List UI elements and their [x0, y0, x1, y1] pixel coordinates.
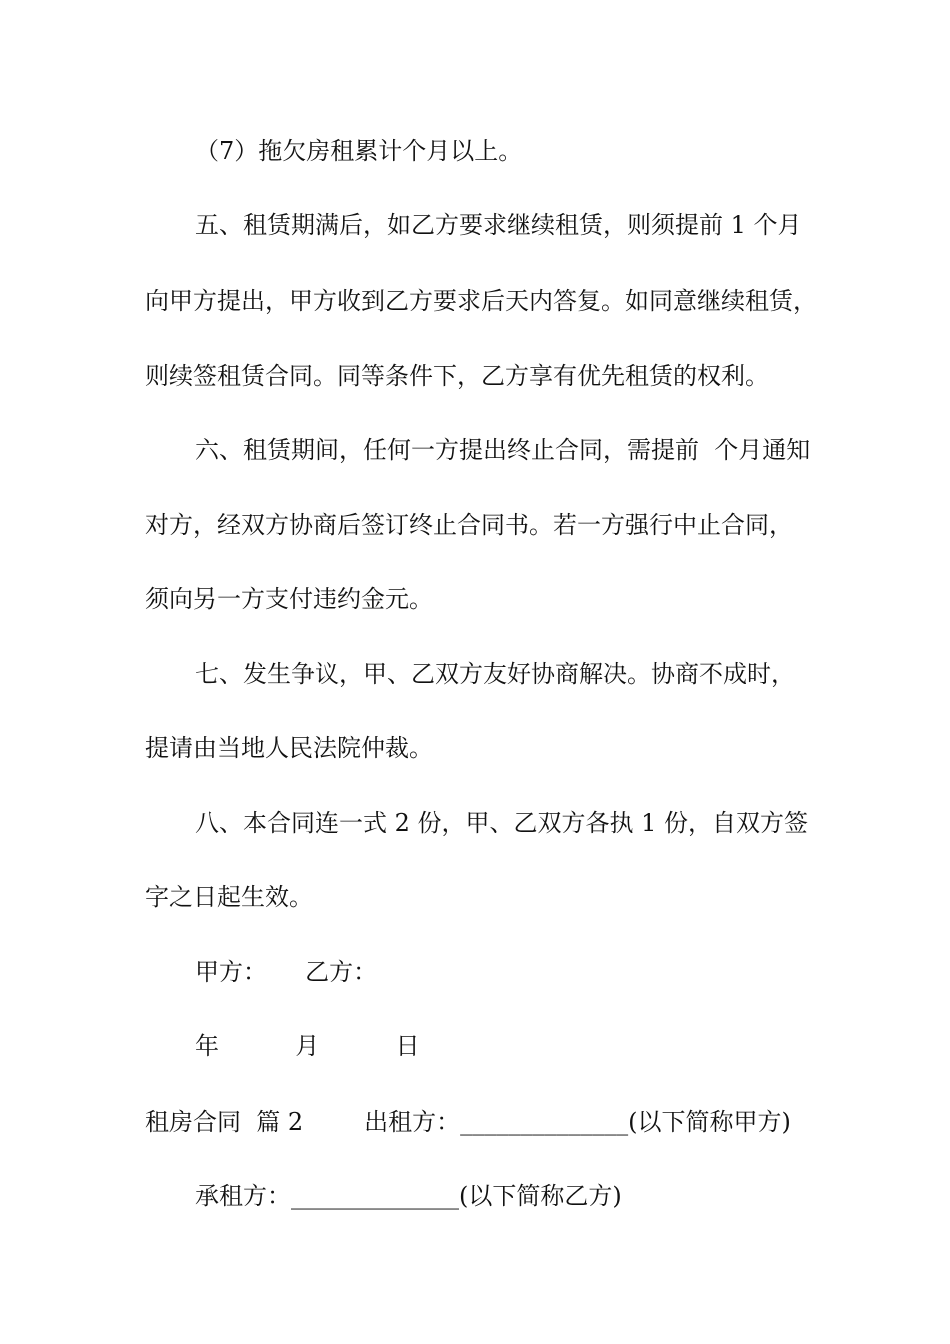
- clause-8-line-2: 字之日起生效。: [145, 883, 313, 911]
- clause-6-line-3: 须向另一方支付违约金元。: [145, 585, 433, 613]
- clause-8-line-1: 八、本合同连一式 2 份，甲、乙双方各执 1 份，自双方签: [195, 809, 809, 837]
- signature-parties: 甲方： 乙方：: [195, 958, 378, 986]
- clause-5-line-3: 则续签租赁合同。同等条件下，乙方享有优先租赁的权利。: [145, 362, 769, 390]
- clause-7-line-2: 提请由当地人民法院仲裁。: [145, 734, 433, 762]
- clause-7-line-1: 七、发生争议，甲、乙双方友好协商解决。协商不成时，: [195, 660, 795, 688]
- clause-5-line-1: 五、租赁期满后，如乙方要求继续租赁，则须提前 1 个月: [195, 211, 802, 239]
- clause-6-line-1: 六、租赁期间，任何一方提出终止合同，需提前 个月通知: [195, 436, 811, 464]
- contract-2-lessee-line: 承租方：______________(以下简称乙方): [195, 1182, 622, 1210]
- contract-2-lessor-line: 租房合同 篇 2 出租方：______________(以下简称甲方): [145, 1108, 791, 1136]
- clause-6-line-2: 对方，经双方协商后签订终止合同书。若一方强行中止合同，: [145, 511, 793, 539]
- clause-4-item-7: （7）拖欠房租累计个月以上。: [195, 137, 523, 165]
- clause-5-line-2: 向甲方提出，甲方收到乙方要求后天内答复。如同意继续租赁，: [145, 287, 817, 315]
- signature-date: 年 月 日: [195, 1032, 420, 1060]
